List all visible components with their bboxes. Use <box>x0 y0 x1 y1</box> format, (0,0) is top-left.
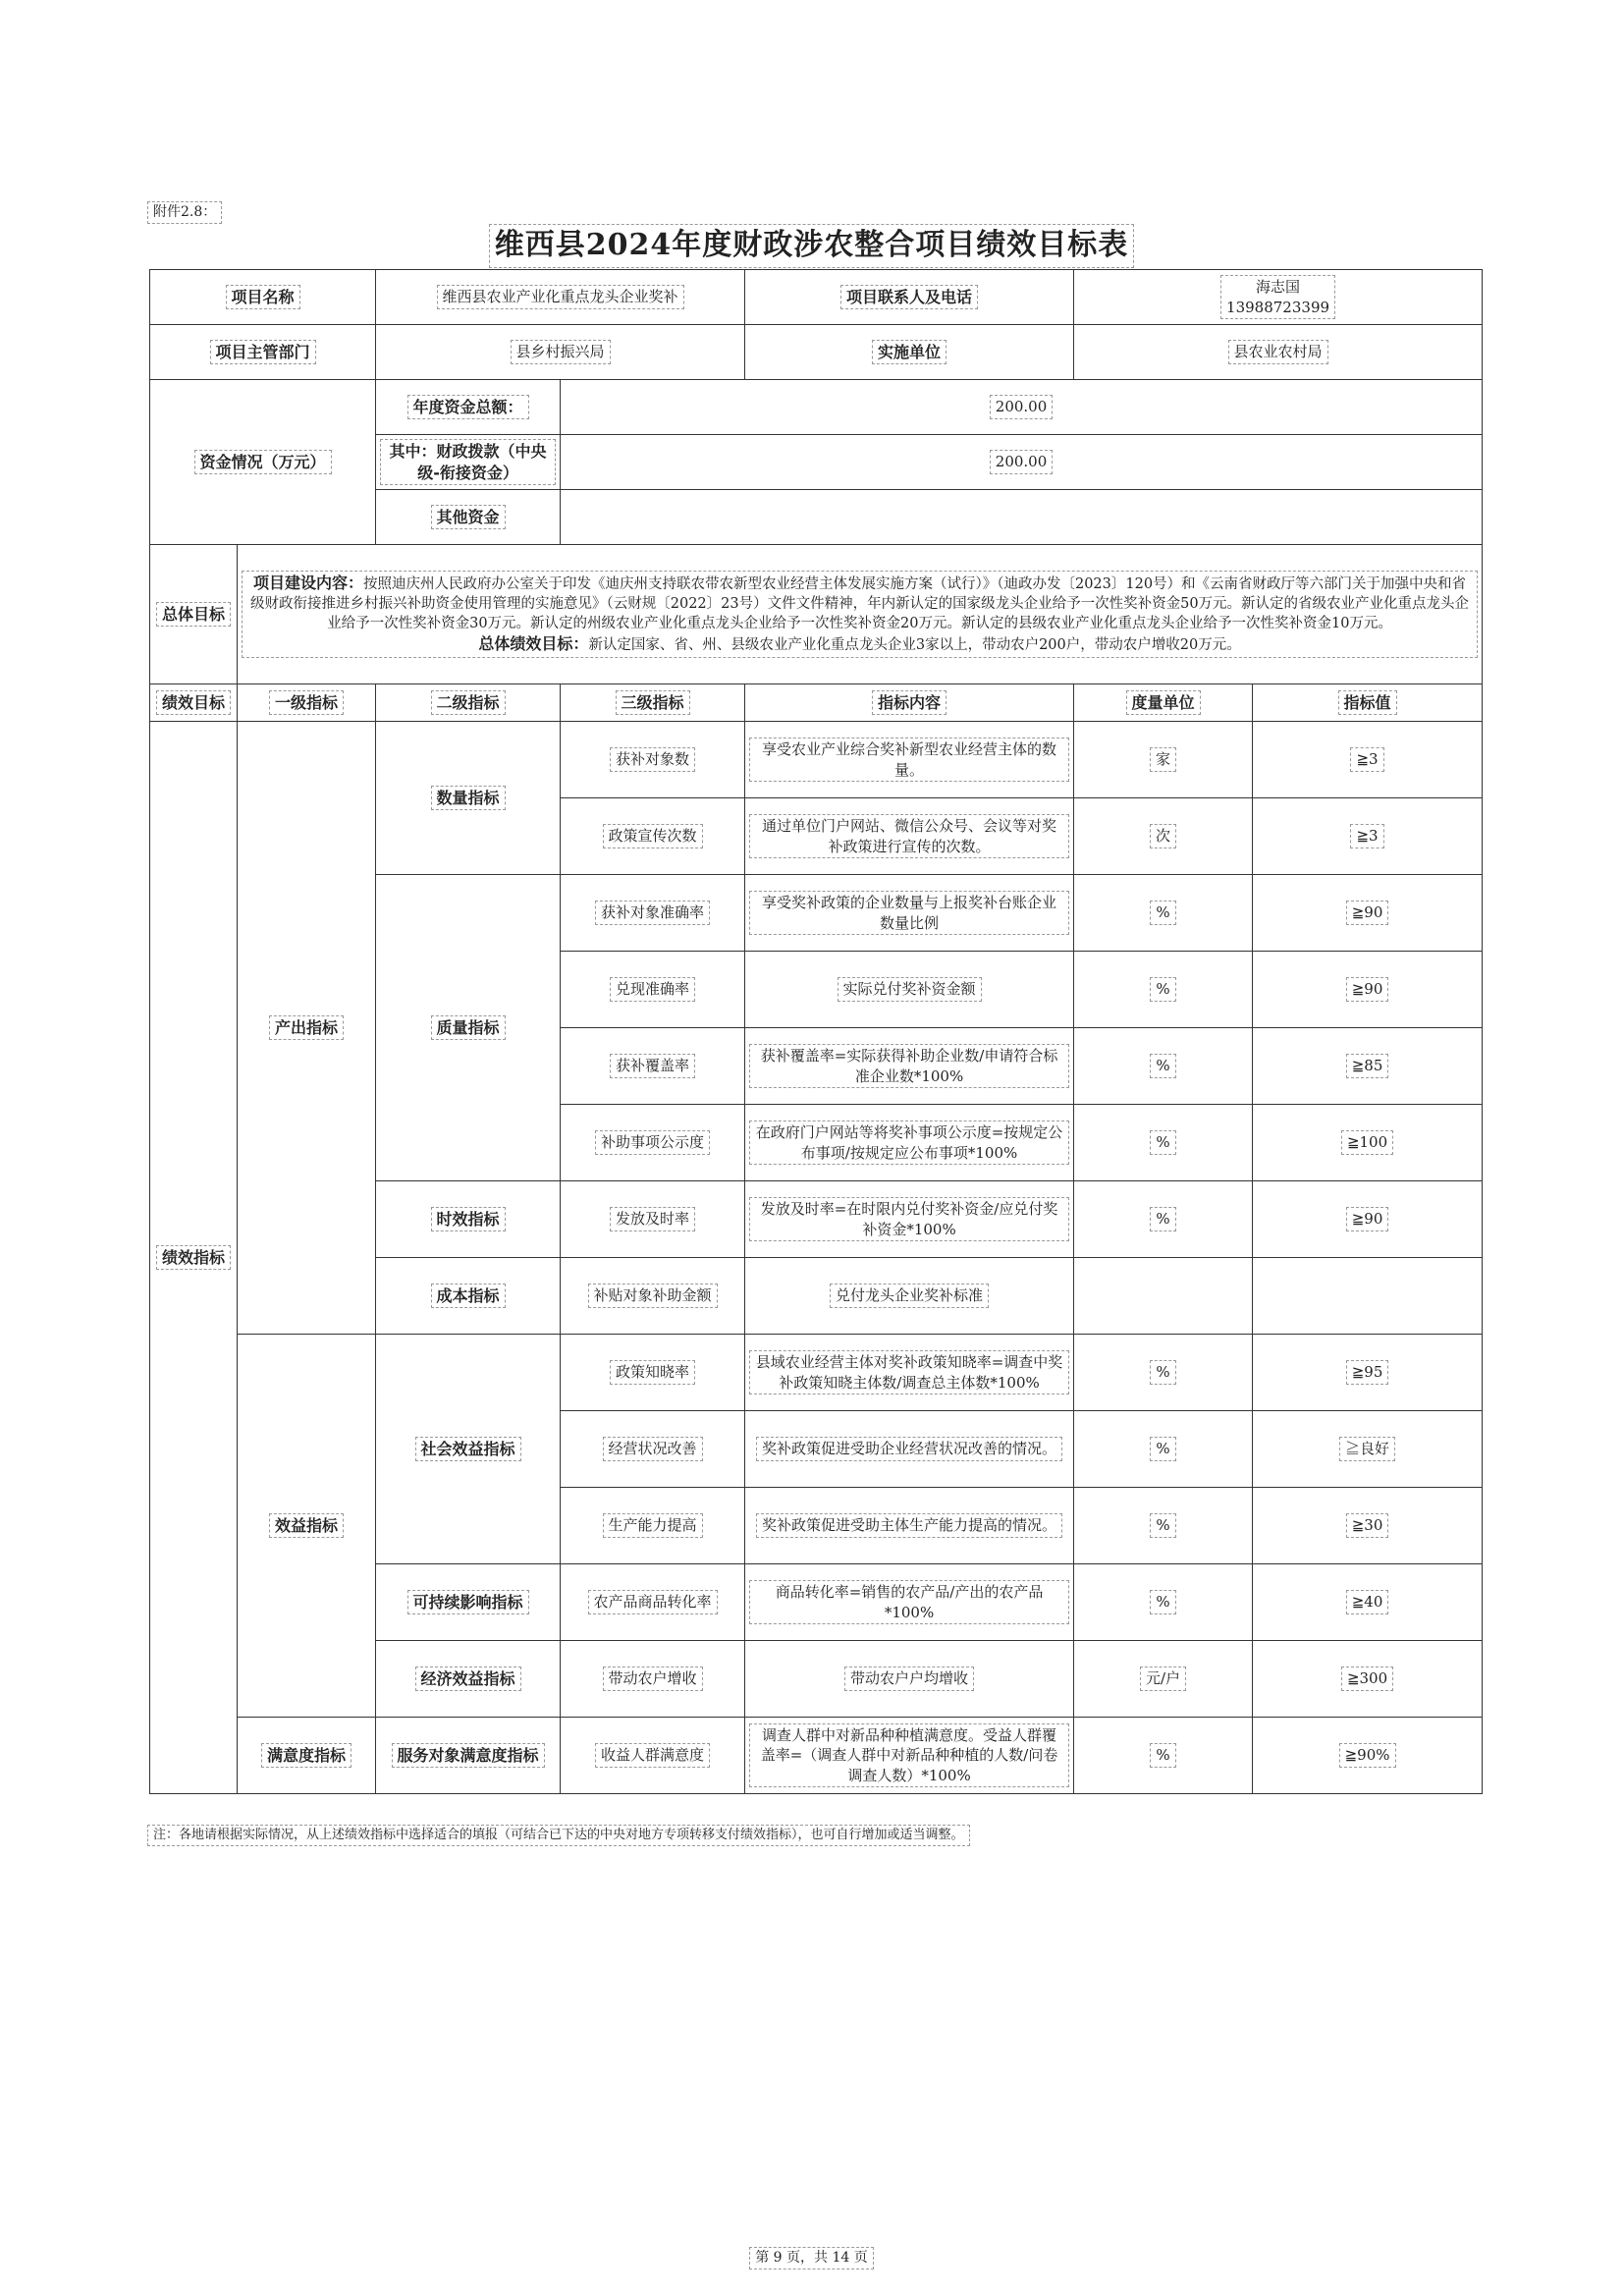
department-row <box>150 325 1483 380</box>
contact-name: 海志国 <box>1256 278 1301 297</box>
table-row <box>150 722 1483 798</box>
indicator-name: 发放及时率 <box>561 1181 745 1258</box>
indicator-unit <box>1074 1258 1253 1335</box>
table-row <box>150 1335 1483 1411</box>
contact-phone: 13988723399 <box>1226 298 1330 316</box>
indicator-unit: % <box>1074 1335 1253 1411</box>
indicator-content: 奖补政策促进受助主体生产能力提高的情况。 <box>745 1488 1074 1564</box>
funds-total-label: 年度资金总额： <box>376 380 561 435</box>
indicator-value: ≧95 <box>1253 1335 1483 1411</box>
level1-benefit: 效益指标 <box>238 1335 376 1718</box>
level2-economic: 经济效益指标 <box>376 1641 561 1718</box>
overview-row <box>150 545 1483 684</box>
content-text: 按照迪庆州人民政府办公室关于印发《迪庆州支持联农带农新型农业经营主体发展实施方案（试行）》（迪政办发〔2023〕120号）和《云南省财政厅等六部门关于加强中央和省级财政衔接推进乡村振兴补助资金使用管理的实施意见》（云财规〔2022〕23号）文件文件精神，年内新认定的国家级龙头企业给予一次性奖补资金50万元。新认定的省级农业产业化重点龙头企业给予一次性奖补资金30万元。新认定的州级农业产业化重点龙头企业给予一次性奖补资金20万元。新认定的县级农业产业化重点龙头企业给予一次性奖补资金10万元。 <box>250 576 1470 631</box>
indicator-name: 补助事项公示度 <box>561 1105 745 1181</box>
indicator-content: 奖补政策促进受助企业经营状况改善的情况。 <box>745 1411 1074 1488</box>
overview-content <box>238 545 1483 684</box>
indicator-unit: % <box>1074 1488 1253 1564</box>
page-number: 第 9 页，共 14 页 <box>0 2247 1623 2269</box>
project-row <box>150 270 1483 325</box>
header-value: 指标值 <box>1253 684 1483 722</box>
level2-quantity: 数量指标 <box>376 722 561 875</box>
funds-total-value: 200.00 <box>561 380 1483 435</box>
indicator-unit: % <box>1074 1718 1253 1794</box>
project-name-label: 项目名称 <box>150 270 376 325</box>
contact-info <box>1074 270 1483 325</box>
goal-text: 新认定国家、省、州、县级农业产业化重点龙头企业3家以上，带动农户200户，带动农户增收20万元。 <box>588 637 1241 654</box>
indicator-unit: % <box>1074 1028 1253 1105</box>
level2-sustainable: 可持续影响指标 <box>376 1564 561 1641</box>
indicator-value: ≧90 <box>1253 1181 1483 1258</box>
indicator-name: 生产能力提高 <box>561 1488 745 1564</box>
indicator-name: 政策宣传次数 <box>561 798 745 875</box>
indicator-content: 带动农户户均增收 <box>745 1641 1074 1718</box>
indicator-value: ≧300 <box>1253 1641 1483 1718</box>
level2-cost: 成本指标 <box>376 1258 561 1335</box>
indicator-unit: % <box>1074 1411 1253 1488</box>
indicator-content: 商品转化率=销售的农产品/产出的农产品*100% <box>745 1564 1074 1641</box>
indicator-content: 通过单位门户网站、微信公众号、会议等对奖补政策进行宣传的次数。 <box>745 798 1074 875</box>
level2-social: 社会效益指标 <box>376 1335 561 1564</box>
unit-label: 实施单位 <box>745 325 1074 380</box>
indicator-content: 获补覆盖率=实际获得补助企业数/申请符合标准企业数*100% <box>745 1028 1074 1105</box>
indicator-unit: % <box>1074 1105 1253 1181</box>
indicator-name: 农产品商品转化率 <box>561 1564 745 1641</box>
header-level2: 二级指标 <box>376 684 561 722</box>
indicator-content: 享受农业产业综合奖补新型农业经营主体的数量。 <box>745 722 1074 798</box>
dept-value: 县乡村振兴局 <box>376 325 745 380</box>
indicator-content: 享受奖补政策的企业数量与上报奖补台账企业数量比例 <box>745 875 1074 952</box>
indicator-value: ≧90% <box>1253 1718 1483 1794</box>
indicator-value: ≧3 <box>1253 722 1483 798</box>
page-title: 维西县2024年度财政涉农整合项目绩效目标表 <box>0 224 1623 268</box>
indicator-name: 政策知晓率 <box>561 1335 745 1411</box>
table-row <box>150 1718 1483 1794</box>
indicator-content: 调查人群中对新品种种植满意度。受益人群覆盖率=（调查人群中对新品种种植的人数/问卷调查人数）*100% <box>745 1718 1074 1794</box>
indicator-value: ≧30 <box>1253 1488 1483 1564</box>
indicator-value: ≧良好 <box>1253 1411 1483 1488</box>
indicator-name: 补贴对象补助金额 <box>561 1258 745 1335</box>
indicator-value: ≧85 <box>1253 1028 1483 1105</box>
indicator-name: 获补对象准确率 <box>561 875 745 952</box>
header-level3: 三级指标 <box>561 684 745 722</box>
indicator-value: ≧90 <box>1253 952 1483 1028</box>
indicator-unit: 家 <box>1074 722 1253 798</box>
unit-value: 县农业农村局 <box>1074 325 1483 380</box>
indicator-name: 收益人群满意度 <box>561 1718 745 1794</box>
header-row <box>150 684 1483 722</box>
indicator-name: 经营状况改善 <box>561 1411 745 1488</box>
indicator-content: 县域农业经营主体对奖补政策知晓率=调查中奖补政策知晓主体数/调查总主体数*100% <box>745 1335 1074 1411</box>
indicator-name: 获补对象数 <box>561 722 745 798</box>
funds-fiscal-label: 其中：财政拨款（中央级-衔接资金） <box>376 435 561 490</box>
level1-output: 产出指标 <box>238 722 376 1335</box>
dept-label: 项目主管部门 <box>150 325 376 380</box>
indicator-name: 兑现准确率 <box>561 952 745 1028</box>
goal-label: 总体绩效目标： <box>478 634 589 654</box>
indicator-unit: % <box>1074 1564 1253 1641</box>
funds-total-row <box>150 380 1483 435</box>
footnote: 注：各地请根据实际情况，从上述绩效指标中选择适合的填报（可结合已下达的中央对地方专项转移支付绩效指标），也可自行增加或适当调整。 <box>147 1825 970 1846</box>
funds-other-label: 其他资金 <box>376 490 561 545</box>
project-name: 维西县农业产业化重点龙头企业奖补 <box>376 270 745 325</box>
overview-label: 总体目标 <box>150 545 238 684</box>
performance-target-table <box>149 269 1483 1794</box>
indicator-unit: % <box>1074 875 1253 952</box>
indicator-unit: 元/户 <box>1074 1641 1253 1718</box>
header-unit: 度量单位 <box>1074 684 1253 722</box>
indicator-content: 兑付龙头企业奖补标准 <box>745 1258 1074 1335</box>
indicator-value: ≧90 <box>1253 875 1483 952</box>
funds-other-value <box>561 490 1483 545</box>
indicator-value: ≧3 <box>1253 798 1483 875</box>
level2-timeliness: 时效指标 <box>376 1181 561 1258</box>
indicator-value: ≧40 <box>1253 1564 1483 1641</box>
perf-indicator-label: 绩效指标 <box>150 722 238 1794</box>
indicator-content: 发放及时率=在时限内兑付奖补资金/应兑付奖补资金*100% <box>745 1181 1074 1258</box>
indicator-name: 获补覆盖率 <box>561 1028 745 1105</box>
indicator-value: ≧100 <box>1253 1105 1483 1181</box>
level1-satisfaction: 满意度指标 <box>238 1718 376 1794</box>
content-label: 项目建设内容： <box>252 574 363 593</box>
level2-service: 服务对象满意度指标 <box>376 1718 561 1794</box>
header-perf-target: 绩效目标 <box>150 684 238 722</box>
indicator-name: 带动农户增收 <box>561 1641 745 1718</box>
funds-fiscal-value: 200.00 <box>561 435 1483 490</box>
header-level1: 一级指标 <box>238 684 376 722</box>
indicator-content: 在政府门户网站等将奖补事项公示度=按规定公布事项/按规定应公布事项*100% <box>745 1105 1074 1181</box>
attachment-label: 附件2.8： <box>147 201 222 224</box>
indicator-unit: % <box>1074 1181 1253 1258</box>
funds-label: 资金情况（万元） <box>150 380 376 545</box>
indicator-content: 实际兑付奖补资金额 <box>745 952 1074 1028</box>
header-content: 指标内容 <box>745 684 1074 722</box>
indicator-unit: % <box>1074 952 1253 1028</box>
indicator-unit: 次 <box>1074 798 1253 875</box>
contact-label: 项目联系人及电话 <box>745 270 1074 325</box>
indicator-value <box>1253 1258 1483 1335</box>
level2-quality: 质量指标 <box>376 875 561 1181</box>
